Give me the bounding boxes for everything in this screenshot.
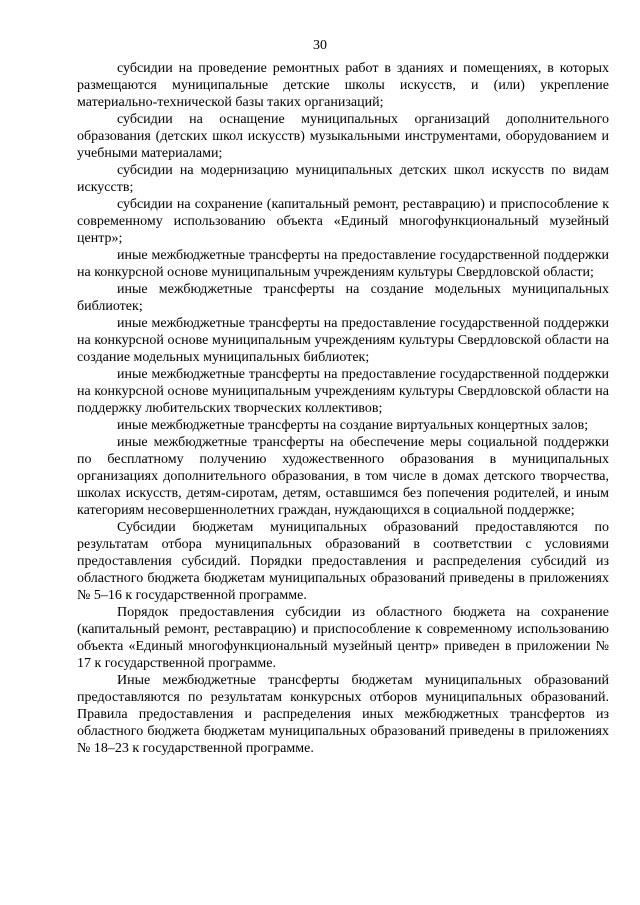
paragraph-transfer-state-support: иные межбюджетные трансферты на предоставление государственной поддержки на конкурсной основе муниципальным учреждениям культуры Свердловской области;: [77, 248, 609, 280]
paragraph-subsidies-selection: Субсидии бюджетам муниципальных образований предоставляются по результатам отбора муниципальных образований в соответствии с условиями предоставления субсидий. Порядки предоставления и распределения субсидий из областного бюджета бюджетам муниципальных образований приведены в приложениях № 5–16 к государственной программе.: [77, 520, 609, 603]
paragraph-transfer-model-libraries: иные межбюджетные трансферты на создание модельных муниципальных библиотек;: [77, 282, 609, 314]
paragraph-museum-subsidy-procedure: Порядок предоставления субсидии из областного бюджета на сохранение (капитальный ремонт, реставрацию) и приспособление к современному использованию объекта «Единый многофункциональный музейный центр» приведен в приложении № 17 к государственной программе.: [77, 605, 609, 671]
paragraph-transfer-virtual-concert-halls: иные межбюджетные трансферты на создание виртуальных концертных залов;: [117, 418, 589, 433]
paragraph-subsidy-modernization: субсидии на модернизацию муниципальных детских школ искусств по видам искусств;: [77, 163, 609, 195]
document-body: [77, 60, 609, 757]
page-number: 30: [313, 38, 327, 53]
paragraph-transfer-social-support: иные межбюджетные трансферты на обеспечение меры социальной поддержки по бесплатному получению художественного образования в муниципальных организациях дополнительного образования, в том числе в домах детского творчества, школах искусств, детям-сиротам, детям, оставшимся без попечения родителей, и иным категориям несовершеннолетних граждан, нуждающихся в социальной поддержке;: [77, 435, 609, 518]
paragraph-subsidy-equipment: субсидии на оснащение муниципальных организаций дополнительного образования (детских школ искусств) музыкальными инструментами, оборудованием и учебными материалами;: [77, 112, 609, 161]
paragraph-transfers-competitive-selection: Иные межбюджетные трансферты бюджетам муниципальных образований предоставляются по результатам конкурсных отборов муниципальных образований. Правила предоставления и распределения иных межбюджетных трансфертов из областного бюджета бюджетам муниципальных образований приведены в приложениях № 18–23 к государственной программе.: [77, 673, 609, 756]
paragraph-subsidy-museum-center: субсидии на сохранение (капитальный ремонт, реставрацию) и приспособление к современному использованию объекта «Единый многофункциональный музейный центр»;: [77, 197, 609, 246]
paragraph-transfer-amateur-collectives: иные межбюджетные трансферты на предоставление государственной поддержки на конкурсной основе муниципальным учреждениям культуры Свердловской области на поддержку любительских творческих коллективов;: [77, 367, 609, 416]
paragraph-subsidy-repair: субсидии на проведение ремонтных работ в зданиях и помещениях, в которых размещаются муниципальные детские школы искусств, и (или) укрепление материально-технической базы таких организаций;: [77, 61, 609, 110]
paragraph-transfer-support-model-libraries: иные межбюджетные трансферты на предоставление государственной поддержки на конкурсной основе муниципальным учреждениям культуры Свердловской области на создание модельных муниципальных библиотек;: [77, 316, 609, 365]
